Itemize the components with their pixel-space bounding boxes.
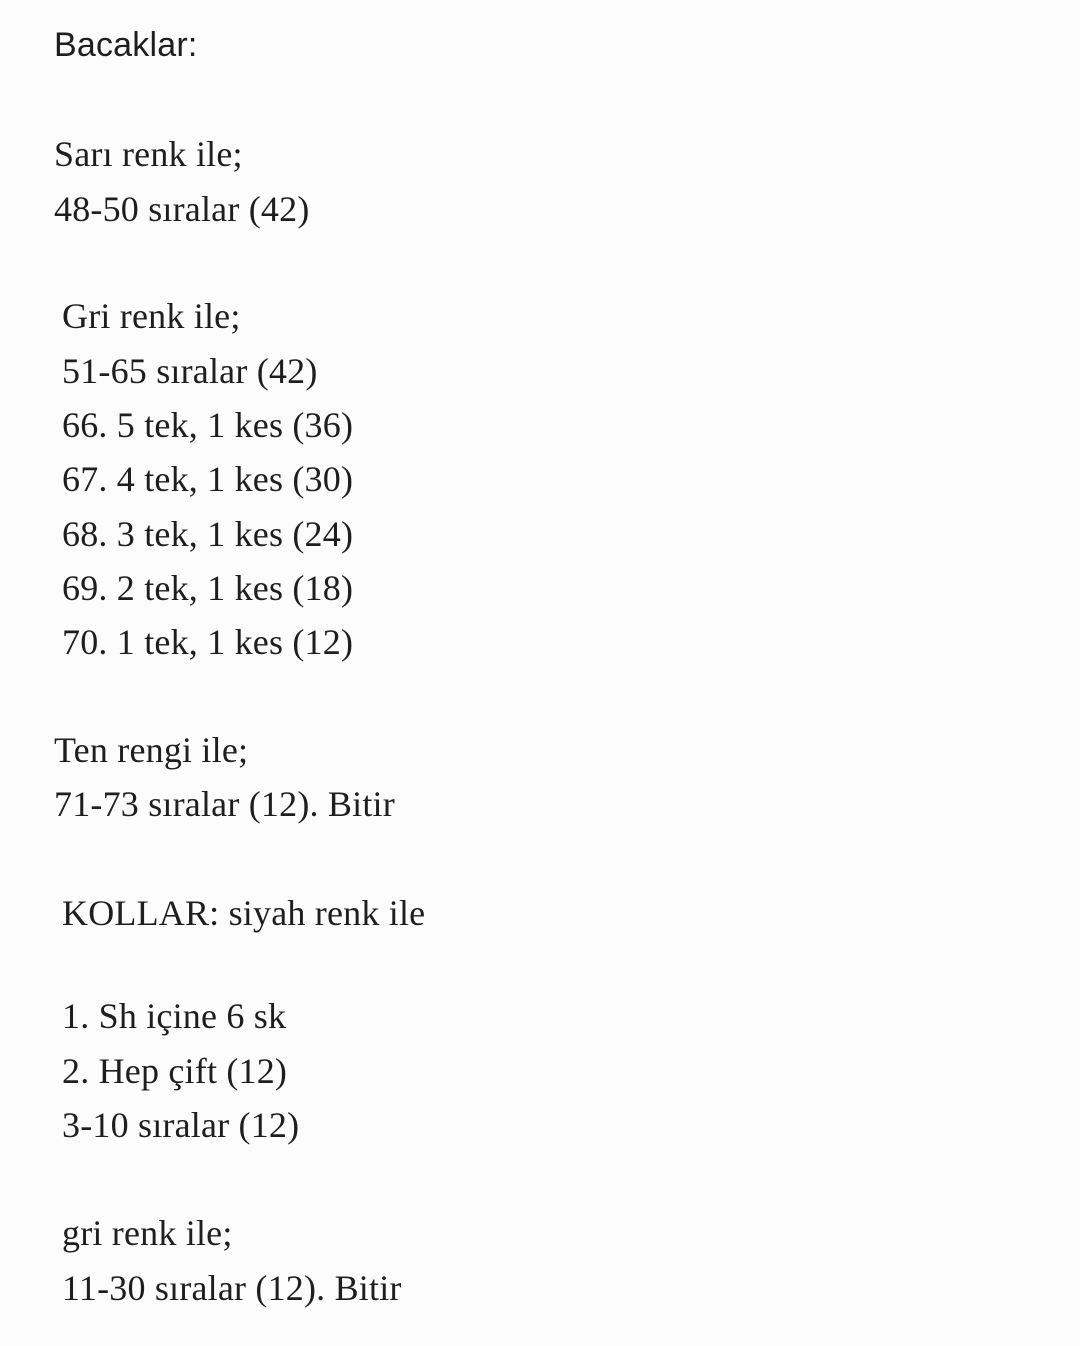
document-title: Bacaklar: — [54, 26, 198, 64]
instruction-line: 2. Hep çift (12) — [62, 1051, 288, 1091]
instruction-line: 51-65 sıralar (42) — [62, 351, 318, 391]
section-heading-gray: Gri renk ile; — [62, 296, 241, 336]
instruction-line: 70. 1 tek, 1 kes (12) — [62, 622, 354, 662]
instruction-line: 71-73 sıralar (12). Bitir — [54, 784, 395, 824]
instruction-line: 69. 2 tek, 1 kes (18) — [62, 568, 354, 608]
instruction-line: 11-30 sıralar (12). Bitir — [62, 1268, 402, 1308]
instruction-line: 1. Sh içine 6 sk — [62, 996, 287, 1036]
section-heading-yellow: Sarı renk ile; — [54, 134, 243, 174]
instruction-line: 3-10 sıralar (12) — [62, 1105, 300, 1145]
instruction-line: 66. 5 tek, 1 kes (36) — [62, 405, 354, 445]
instruction-line: 67. 4 tek, 1 kes (30) — [62, 459, 354, 499]
section-heading-arms: KOLLAR: siyah renk ile — [62, 893, 426, 933]
section-heading-gray-arms: gri renk ile; — [62, 1213, 233, 1253]
instruction-line: 48-50 sıralar (42) — [54, 189, 310, 229]
instruction-line: 68. 3 tek, 1 kes (24) — [62, 514, 354, 554]
section-heading-skin: Ten rengi ile; — [54, 730, 249, 770]
